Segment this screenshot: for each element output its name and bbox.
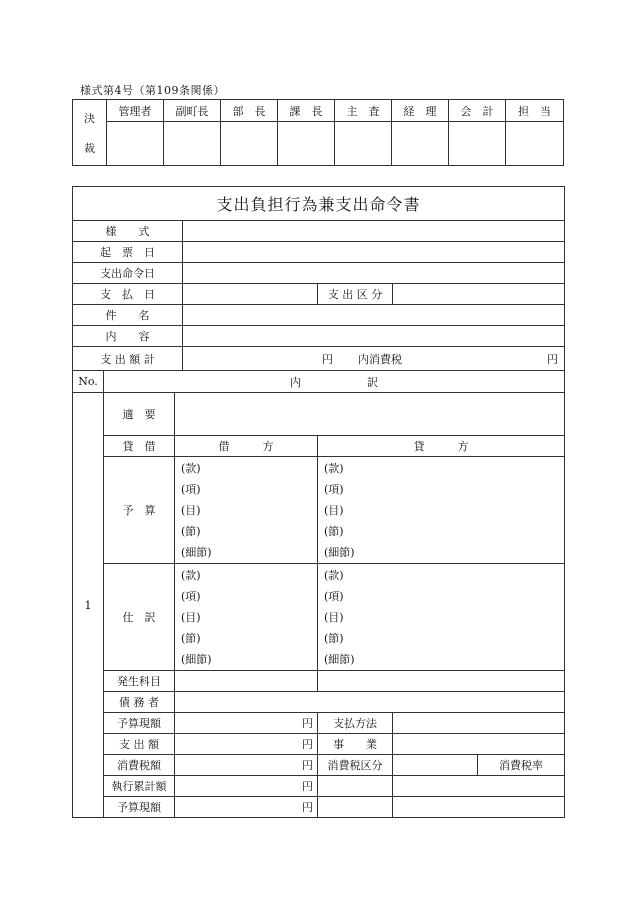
value-pay-amount[interactable] [175, 734, 318, 755]
label-budget-balance-2: 予算現額 [104, 797, 175, 818]
stamp-box[interactable] [335, 122, 392, 166]
value-account-item-credit[interactable] [318, 671, 565, 692]
role-accounting: 経 理 [392, 100, 449, 122]
tax-included-label: 内消費税 [358, 352, 402, 366]
value-subject[interactable] [183, 305, 565, 326]
value-cumulative[interactable] [175, 776, 318, 797]
account-line: (細節) [181, 652, 212, 666]
yen-unit: 円 [302, 759, 313, 772]
entry-number: 1 [73, 393, 104, 818]
label-tax-rate: 消費税率 [478, 755, 565, 776]
label-amount: 支 出 額 計 [73, 347, 183, 371]
account-line: (款) [324, 568, 344, 582]
value-draft-date[interactable] [183, 242, 565, 263]
value-amount[interactable] [183, 347, 565, 371]
label-pay-class: 支 出 区 分 [318, 284, 393, 305]
label-pay-method: 支払方法 [318, 713, 393, 734]
label-tax-class: 消費税区分 [318, 755, 393, 776]
stamp-box[interactable] [392, 122, 449, 166]
blank-cell [393, 776, 565, 797]
value-pay-class[interactable] [393, 284, 565, 305]
yen-unit: 円 [302, 738, 313, 751]
role-section-chief: 課 長 [278, 100, 335, 122]
main-form [72, 186, 565, 818]
role-manager: 管理者 [107, 100, 164, 122]
budget-credit-accounts[interactable] [318, 457, 565, 564]
account-line: (細節) [324, 652, 355, 666]
approval-label-top: 決 [84, 111, 95, 125]
stamp-box[interactable] [506, 122, 564, 166]
yen-unit: 円 [547, 352, 559, 366]
stamp-box[interactable] [107, 122, 164, 166]
value-pay-method[interactable] [393, 713, 565, 734]
approval-label-bottom: 裁 [84, 141, 95, 155]
label-content: 内 容 [73, 326, 183, 347]
approval-table [72, 99, 564, 166]
stamp-box[interactable] [221, 122, 278, 166]
value-budget-balance-2[interactable] [175, 797, 318, 818]
value-tax-amount[interactable] [175, 755, 318, 776]
label-tekiyo: 適 要 [104, 393, 175, 436]
account-line: (款) [181, 461, 201, 475]
label-credit: 貸 方 [318, 436, 565, 457]
label-taishaku: 貸 借 [104, 436, 175, 457]
form-title: 支出負担行為兼支出命令書 [73, 187, 565, 221]
account-line: (節) [324, 524, 344, 538]
role-director: 部 長 [221, 100, 278, 122]
label-budget: 予 算 [104, 457, 175, 564]
label-cumulative: 執行累計額 [104, 776, 175, 797]
role-deputy-mayor: 副町長 [164, 100, 221, 122]
stamp-box[interactable] [278, 122, 335, 166]
form-caption: 様式第4号（第109条関係） [80, 84, 225, 97]
role-staff: 担 当 [506, 100, 564, 122]
account-line: (目) [324, 503, 344, 517]
stamp-box[interactable] [164, 122, 221, 166]
account-line: (目) [324, 610, 344, 624]
value-tax-class[interactable] [393, 755, 478, 776]
label-project: 事 業 [318, 734, 393, 755]
blank-cell [318, 797, 393, 818]
label-tax-amount: 消費税額 [104, 755, 175, 776]
account-line: (項) [324, 482, 344, 496]
account-line: (項) [181, 482, 201, 496]
label-style: 様 式 [73, 221, 183, 242]
account-line: (細節) [324, 545, 355, 559]
account-line: (節) [181, 631, 201, 645]
account-line: (目) [181, 610, 201, 624]
account-line: (項) [181, 589, 201, 603]
label-pay-amount: 支 出 額 [104, 734, 175, 755]
label-draft-date: 起 票 日 [73, 242, 183, 263]
value-style[interactable] [183, 221, 565, 242]
journal-debit-accounts[interactable] [175, 564, 318, 671]
account-line: (細節) [181, 545, 212, 559]
value-budget-balance[interactable] [175, 713, 318, 734]
header-no: No. [73, 371, 104, 393]
value-project[interactable] [393, 734, 565, 755]
blank-cell [393, 797, 565, 818]
yen-unit: 円 [302, 717, 313, 730]
label-budget-balance: 予算現額 [104, 713, 175, 734]
account-line: (項) [324, 589, 344, 603]
role-supervisor: 主 査 [335, 100, 392, 122]
yen-unit: 円 [302, 801, 313, 814]
account-line: (款) [181, 568, 201, 582]
yen-unit: 円 [322, 352, 333, 366]
label-journal: 仕 訳 [104, 564, 175, 671]
blank-cell [318, 776, 393, 797]
account-line: (款) [324, 461, 344, 475]
account-line: (節) [324, 631, 344, 645]
value-content[interactable] [183, 326, 565, 347]
label-debtor: 債 務 者 [104, 692, 175, 713]
label-order-date: 支出命令日 [73, 263, 183, 284]
account-line: (目) [181, 503, 201, 517]
value-tekiyo[interactable] [175, 393, 565, 436]
account-line: (節) [181, 524, 201, 538]
label-pay-date: 支 払 日 [73, 284, 183, 305]
header-breakdown: 内 訳 [104, 371, 565, 393]
budget-debit-accounts[interactable] [175, 457, 318, 564]
value-account-item-debit[interactable] [175, 671, 318, 692]
role-treasurer: 会 計 [449, 100, 506, 122]
label-account-item: 発生科目 [104, 671, 175, 692]
approval-label [73, 100, 107, 166]
journal-credit-accounts[interactable] [318, 564, 565, 671]
stamp-box[interactable] [449, 122, 506, 166]
value-debtor[interactable] [175, 692, 565, 713]
yen-unit: 円 [302, 780, 313, 793]
value-order-date[interactable] [183, 263, 565, 284]
label-subject: 件 名 [73, 305, 183, 326]
label-debit: 借 方 [175, 436, 318, 457]
value-pay-date[interactable] [183, 284, 318, 305]
